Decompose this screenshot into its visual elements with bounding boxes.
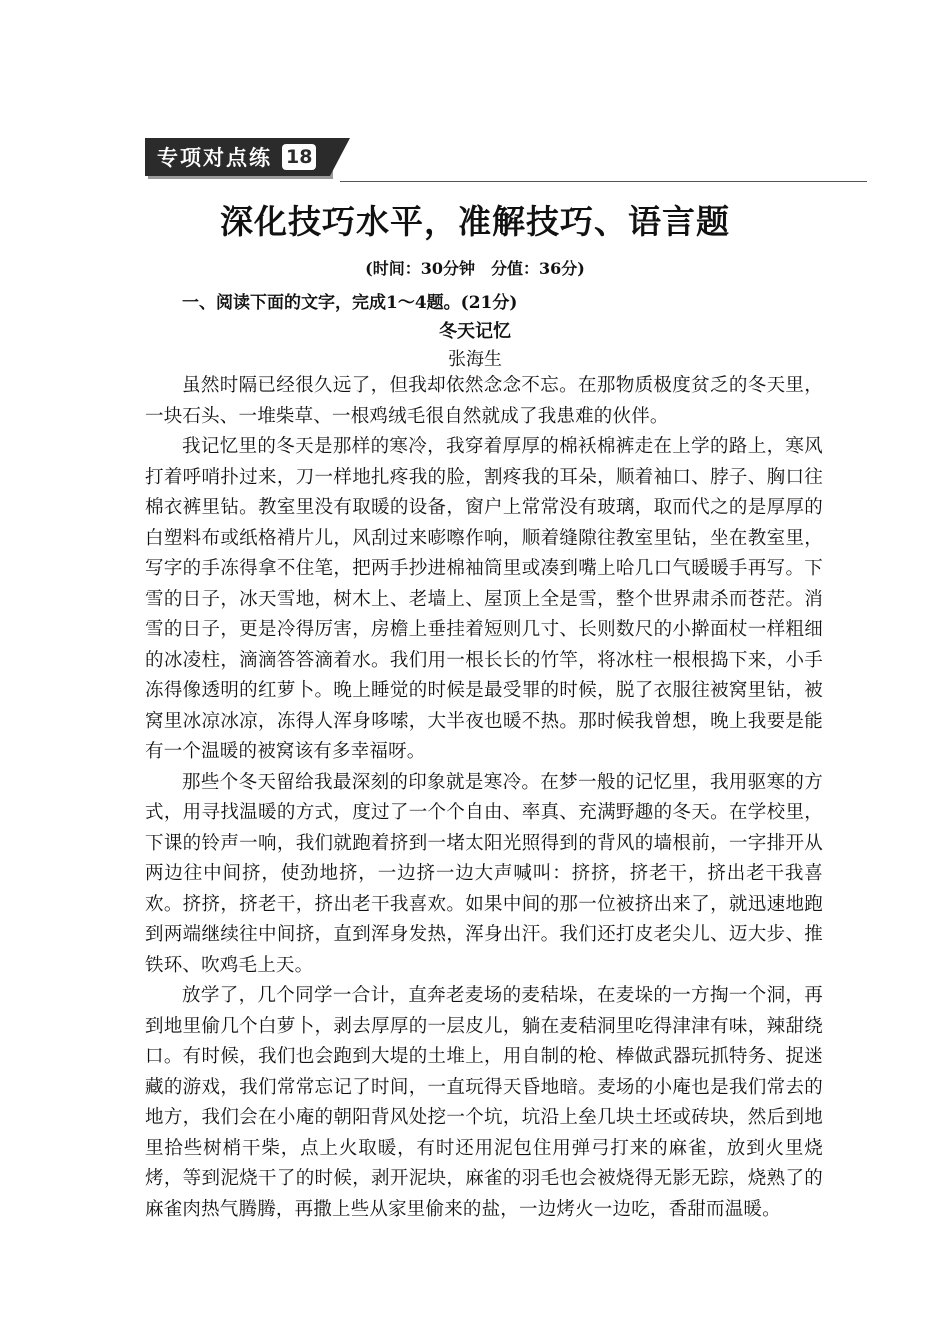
paragraph: 那些个冬天留给我最深刻的印象就是寒冷。在梦一般的记忆里，我用驱寒的方式，用寻找温暖的方式，度过了一个个自由、率真、充满野趣的冬天。在学校里，下课的铃声一响，我们就跑着挤到一堵太阳光照得到的背风的墙根前，一字排开从两边往中间挤，使劲地挤，一边挤一边大声喊叫：挤挤，挤老干，挤出老干我喜欢。挤挤，挤老干，挤出老干我喜欢。如果中间的那一位被挤出来了，就迅速地跑到两端继续往中间挤，直到浑身发热，浑身出汗。我们还打皮老尖儿、迈大步、推铁环、吹鸡毛上天。	[145, 771, 823, 976]
time-score-info: (时间：30分钟 分值：36分)	[365, 259, 585, 278]
banner-label: 专项对点练	[157, 146, 272, 170]
essay-title: 冬天记忆	[439, 321, 511, 342]
paragraph: 放学了，几个同学一合计，直奔老麦场的麦秸垛，在麦垛的一方掏一个洞，再到地里偷几个白萝卜，剥去厚厚的一层皮儿，躺在麦秸洞里吃得津津有味，辣甜绕口。有时候，我们也会跑到大堤的土堆上，用自制的枪、棒做武器玩抓特务、捉迷藏的游戏，我们常常忘记了时间，一直玩得天昏地暗。麦场的小庵也是我们常去的地方，我们会在小庵的朝阳背风处挖一个坑，坑沿上垒几块土坯或砖块，然后到地里拾些树梢干柴，点上火取暖，有时还用泥包住用弹弓打来的麻雀，放到火里烧烤，等到泥烧干了的时候，剥开泥块，麻雀的羽毛也会被烧得无影无踪，烧熟了的麻雀肉热气腾腾，再撒上些从家里偷来的盐，一边烤火一边吃，香甜而温暖。	[145, 985, 823, 1220]
section-banner	[145, 137, 330, 177]
essay-body	[145, 371, 823, 1225]
page-title: 深化技巧水平，准解技巧、语言题	[220, 202, 730, 241]
banner-label-box	[145, 138, 330, 176]
section-heading: 一、阅读下面的文字，完成1～4题。(21分)	[182, 293, 518, 313]
paragraph: 虽然时隔已经很久远了，但我却依然念念不忘。在那物质极度贫乏的冬天里，一块石头、一堆柴草、一根鸡绒毛很自然就成了我患难的伙伴。	[145, 375, 823, 427]
paragraph: 我记忆里的冬天是那样的寒冷，我穿着厚厚的棉袄棉裤走在上学的路上，寒风打着呼哨扑过来，刀一样地扎疼我的脸，割疼我的耳朵，顺着袖口、脖子、胸口往棉衣裤里钻。教室里没有取暖的设备，窗户上常常没有玻璃，取而代之的是厚厚的白塑料布或纸格褙片儿，风刮过来嘭嚓作响，顺着缝隙往教室里钻，坐在教室里，写字的手冻得拿不住笔，把两手抄进棉袖筒里或凑到嘴上哈几口气暖暖手再写。下雪的日子，冰天雪地，树木上、老墙上、屋顶上全是雪，整个世界肃杀而苍茫。消雪的日子，更是冷得厉害，房檐上垂挂着短则几寸、长则数尺的小擀面杖一样粗细的冰凌柱，滴滴答答滴着水。我们用一根长长的竹竿，将冰柱一根根捣下来，小手冻得像透明的红萝卜。晚上睡觉的时候是最受罪的时候，脱了衣服往被窝里钻，被窝里冰凉冰凉，冻得人浑身哆嗦，大半夜也暖不热。那时候我曾想，晚上我要是能有一个温暖的被窝该有多幸福呀。	[145, 436, 823, 762]
header-rule	[340, 181, 867, 182]
essay-author: 张海生	[448, 349, 502, 370]
banner-number: 18	[282, 144, 316, 170]
